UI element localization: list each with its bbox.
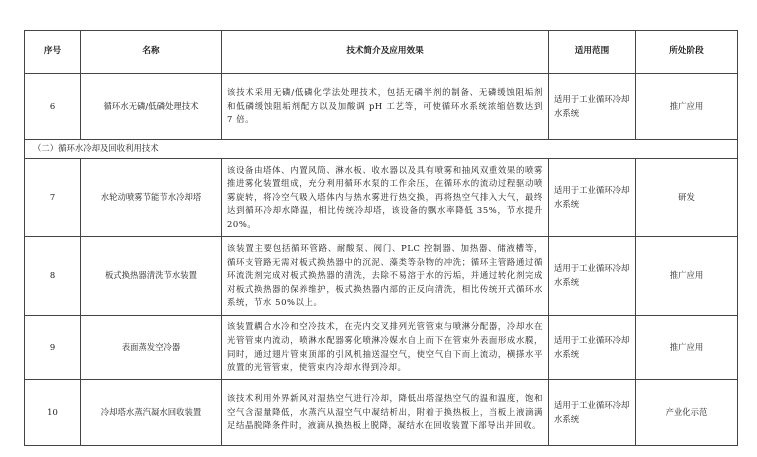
row-name: 冷却塔水蒸汽凝水回收装置 [81,380,222,446]
row-stage: 产业化示范 [636,380,738,446]
table-header-row [25,31,738,74]
row-scope: 适用于工业循环冷却水系统 [549,316,636,380]
row-desc: 该技术利用外界新风对湿热空气进行冷却，降低出塔湿热空气的温和温度，饱和空气含湿量降低，水蒸汽从湿空气中凝结析出，附着于换热板上，当板上液滴满足结晶脱降条件时，液滴从换热板上脱降，凝结水在回收装置下部导出并回收。 [222,380,549,446]
section-row [25,140,738,159]
table-row [25,380,738,446]
row-name: 循环水无磷/低磷处理技术 [81,74,222,140]
row-scope: 适用于工业循环冷却水系统 [549,74,636,140]
table-row [25,74,738,140]
technology-table [24,30,738,446]
row-name: 水轮动喷雾节能节水冷却塔 [81,159,222,237]
section-title: （二）循环水冷却及回收利用技术 [25,140,738,159]
row-stage: 推广应用 [636,316,738,380]
row-desc: 该技术采用无磷/低磷化学法处理技术，包括无磷半剂的制备、无磷缓蚀阻垢剂和低磷缓蚀阻垢剂配方以及加酸调 pH 工艺等，可使循环水系统浓缩倍数达到 7 倍。 [222,74,549,140]
row-num: 6 [25,74,81,140]
row-num: 10 [25,380,81,446]
row-scope: 适用于工业循环冷却水系统 [549,237,636,316]
row-scope: 适用于工业循环冷却水系统 [549,380,636,446]
row-stage: 推广应用 [636,74,738,140]
row-scope: 适用于工业循环冷却水系统 [549,159,636,237]
row-desc: 该装置耦合水冷和空冷技术，在壳内交叉排列光管管束与喷淋分配器，冷却水在光管管束内流动，喷淋水配器雾化喷淋冷媒水自上而下在管束外表面形成水膜，同时，通过翅片管束顶部的引风机抽送湿空气，使空气自下而上流动，横搽水平放置的光管管束，使管束内冷却水得到冷却。 [222,316,549,380]
header-stage: 所处阶段 [636,31,738,74]
row-name: 表面蒸发空冷器 [81,316,222,380]
row-stage: 推广应用 [636,237,738,316]
header-scope: 适用范围 [549,31,636,74]
row-num: 7 [25,159,81,237]
table-row [25,316,738,380]
header-desc: 技术简介及应用效果 [222,31,549,74]
row-num: 9 [25,316,81,380]
header-num: 序号 [25,31,81,74]
row-stage: 研发 [636,159,738,237]
row-desc: 该设备由塔体、内置风筒、淋水板、收水器以及具有喷雾和抽风双重效果的喷雾推进雾化装置组成，充分利用循环水泵的工作余压，在循环水的流动过程驱动喷雾旋转，将冷空气吸入塔体内与热水雾进行热交换，再将热空气排入大气，最终达到循环冷却水降温，相比传统冷却塔，该设备的飘水率降低 35%，节水提升 20%。 [222,159,549,237]
table-row [25,237,738,316]
header-name: 名称 [81,31,222,74]
row-name: 板式换热器清洗节水装置 [81,237,222,316]
row-num: 8 [25,237,81,316]
table-row [25,159,738,237]
row-desc: 该装置主要包括循环管路、耐酸泵、阀门、PLC 控制器、加热器、储液槽等，循环支管路无需对板式换热器中的沉泥、藻类等杂物的冲洗；循环主管路通过循环流洗剂完成对板式换热器的清洗，去除不易溶于水的污垢，并通过转化剂完成对板式换热器的保养维护，板式换热器内部的正反向清洗，相比传统开式循环水系统，节水 50%以上。 [222,237,549,316]
